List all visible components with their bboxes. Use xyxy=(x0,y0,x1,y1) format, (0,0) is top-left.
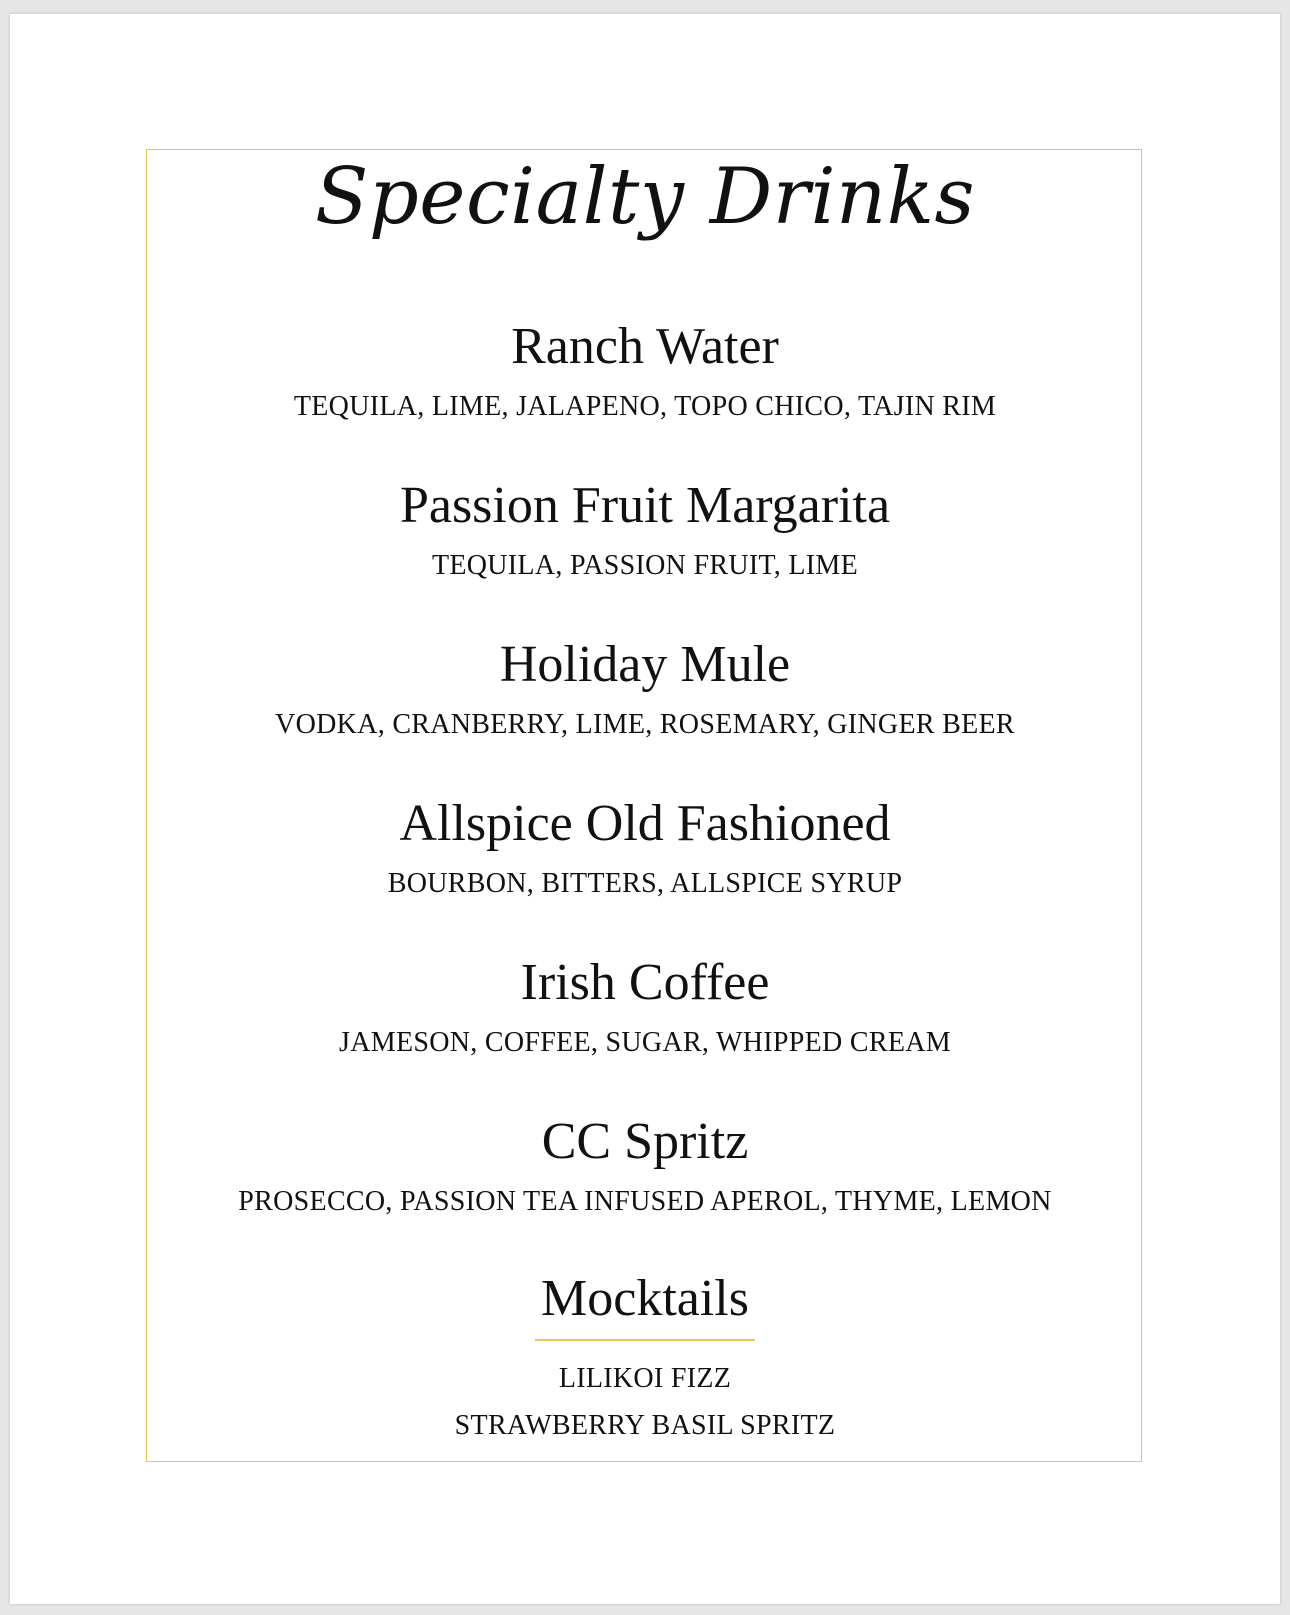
drink-item-allspice-old-fashioned xyxy=(0,795,1290,899)
drink-ingredients: VODKA, CRANBERRY, LIME, ROSEMARY, GINGER BEER xyxy=(275,709,1015,740)
drink-item-irish-coffee xyxy=(0,954,1290,1058)
drink-item-ranch-water xyxy=(0,318,1290,422)
drink-name: CC Spritz xyxy=(541,1113,749,1170)
drink-name: Holiday Mule xyxy=(499,636,791,693)
mocktail-list xyxy=(0,1355,1290,1449)
mocktails-heading: Mocktails xyxy=(535,1273,755,1341)
drink-ingredients: TEQUILA, LIME, JALAPENO, TOPO CHICO, TAJIN RIM xyxy=(293,391,997,422)
drink-item-holiday-mule xyxy=(0,636,1290,740)
drink-name: Irish Coffee xyxy=(520,954,770,1011)
drink-item-passion-fruit-margarita xyxy=(0,477,1290,581)
drink-name: Ranch Water xyxy=(511,318,779,375)
drink-ingredients: JAMESON, COFFEE, SUGAR, WHIPPED CREAM xyxy=(339,1027,951,1058)
menu-title: Specialty Drinks xyxy=(314,152,976,242)
mocktail-item: LILIKOI FIZZ xyxy=(558,1363,732,1394)
drink-ingredients: TEQUILA, PASSION FRUIT, LIME xyxy=(431,550,859,581)
drink-ingredients: PROSECCO, PASSION TEA INFUSED APEROL, THYME, LEMON xyxy=(238,1186,1052,1217)
drink-name: Passion Fruit Margarita xyxy=(399,477,891,534)
drink-name: Allspice Old Fashioned xyxy=(399,795,891,852)
mocktail-item: STRAWBERRY BASIL SPRITZ xyxy=(454,1410,836,1441)
drink-item-cc-spritz xyxy=(0,1113,1290,1217)
mocktails-section xyxy=(0,1270,1290,1449)
drink-ingredients: BOURBON, BITTERS, ALLSPICE SYRUP xyxy=(387,868,903,899)
